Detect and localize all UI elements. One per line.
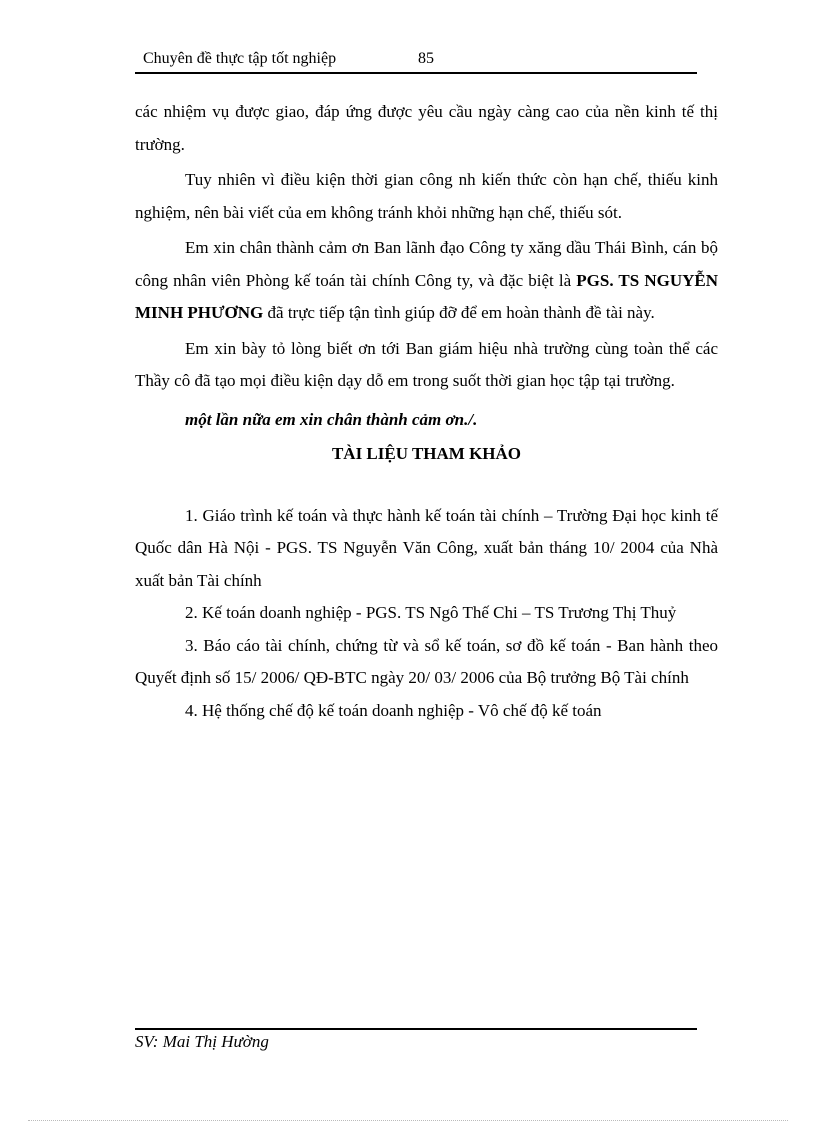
reference-item-3: 3. Báo cáo tài chính, chứng từ và sổ kế toán, sơ đồ kế toán - Ban hành theo Quyết định số 15/ 2006/ QĐ-BTC ngày 20/ 03/ 2006 của Bộ trưởng Bộ Tài chính [135, 635, 718, 687]
footer-student: SV: Mai Thị Hường [135, 1032, 269, 1051]
reference-item-1: 1. Giáo trình kế toán và thực hành kế toán tài chính – Trường Đại học kinh tế Quốc dân Hà Nội - PGS. TS Nguyễn Văn Công, xuất bản tháng 10/ 2004 của Nhà xuất bản Tài chính [135, 505, 718, 590]
acknowledgement-text-end: đã trực tiếp tận tình giúp đỡ để em hoàn thành đề tài này. [267, 303, 655, 322]
references-title: TÀI LIỆU THAM KHẢO [331, 443, 522, 463]
advisor-name: PGS. TS NGUYỄN MINH PHƯƠNG [135, 270, 719, 322]
paragraph-3 [135, 232, 718, 330]
closing-line: một lần nữa em xin chân thành cảm ơn./. [185, 409, 478, 429]
page-content [135, 96, 718, 727]
footer-divider [135, 1028, 697, 1030]
references-list [135, 500, 718, 728]
reference-item-2: 2. Kế toán doanh nghiệp - PGS. TS Ngô Thế Chi – TS Trương Thị Thuỷ [185, 603, 677, 622]
paragraph-4: Em xin bày tỏ lòng biết ơn tới Ban giám hiệu nhà trường cùng toàn thể các Thầy cô đã tạo mọi điều kiện dạy dỗ em trong suốt thời gian học tập tại trường. [135, 338, 718, 390]
page-header [135, 50, 697, 74]
acknowledgement-text: Em xin chân thành cảm ơn Ban lãnh đạo Công ty xăng dầu Thái Bình, cán bộ công nhân viên Phòng kế toán tài chính Công ty, và đặc biệt là [135, 238, 718, 290]
header-title: Chuyên đề thực tập tốt nghiệp [143, 50, 337, 67]
page-number: 85 [418, 50, 434, 67]
paragraph-2: Tuy nhiên vì điều kiện thời gian công nh kiến thức còn hạn chế, thiếu kinh nghiệm, nên bài viết của em không tránh khỏi những hạn chế, thiếu sót. [135, 170, 718, 222]
page-bottom-edge [28, 1120, 788, 1121]
paragraph-1: các nhiệm vụ được giao, đáp ứng được yêu cầu ngày càng cao của nền kinh tế thị trường. [135, 102, 718, 154]
reference-item-4: 4. Hệ thống chế độ kế toán doanh nghiệp - Vô chế độ kế toán [185, 700, 602, 720]
